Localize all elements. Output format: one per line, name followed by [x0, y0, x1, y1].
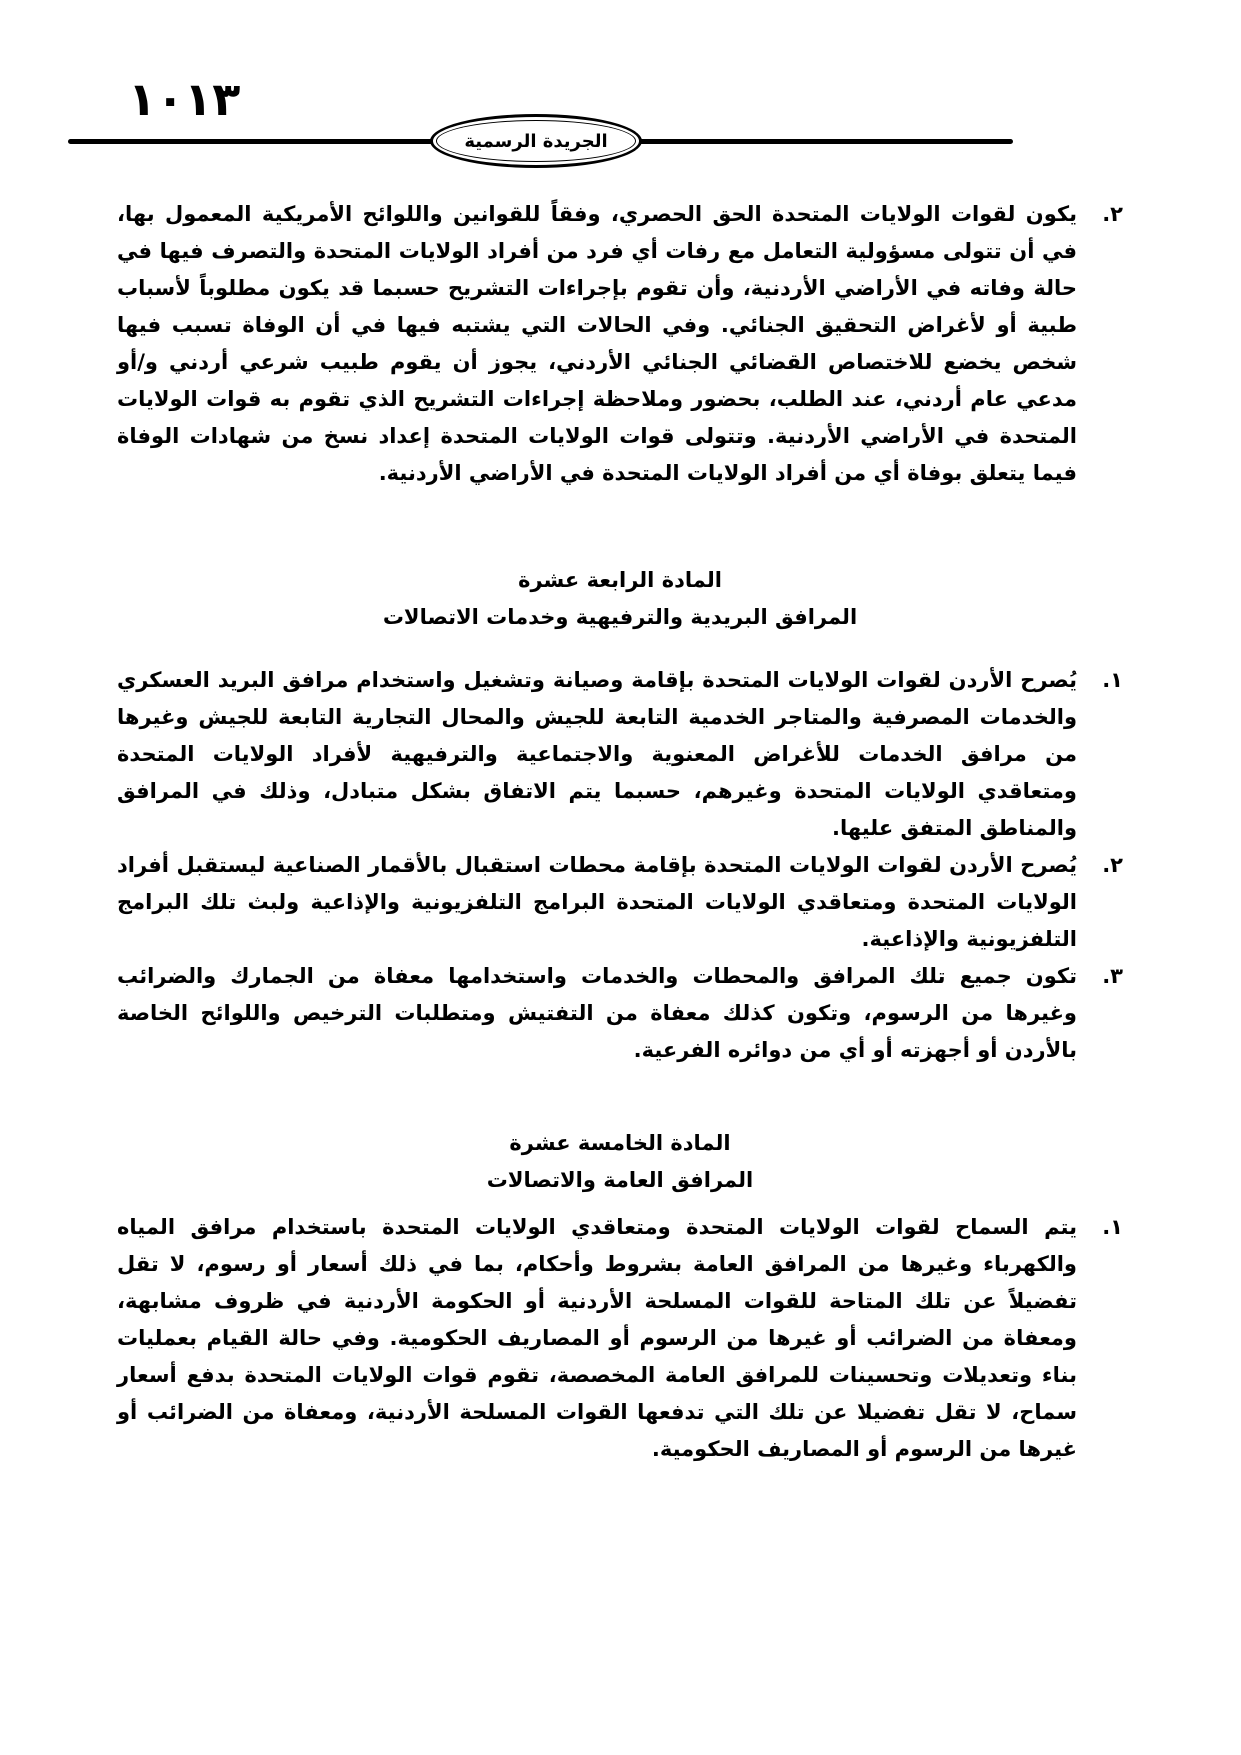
clause-number: ١. [1102, 1215, 1123, 1239]
document-body [117, 196, 1123, 1468]
clause-text: يكون لقوات الولايات المتحدة الحق الحصري، وفقاً للقوانين واللوائح الأمريكية المعمول بها، في أن تتولى مسؤولية التعامل مع رفات أي فرد من أفراد الولايات المتحدة والتصرف فيها في حالة وفاته في الأراضي الأردنية، وأن تقوم بإجراءات التشريح حسبما قد يكون مطلوباً لأسباب طبية أو لأغراض التحقيق الجنائي. وفي الحالات التي يشتبه فيها في أن الوفاة تسبب فيها شخص يخضع للاختصاص القضائي الجنائي الأردني، يجوز أن يقوم طبيب شرعي أردني و/أو مدعي عام أردني، عند الطلب، بحضور وملاحظة إجراءات التشريح الذي تقوم به قوات الولايات المتحدة في الأراضي الأردنية. وتتولى قوات الولايات المتحدة إعداد نسخ من شهادات الوفاة فيما يتعلق بوفاة أي من أفراد الولايات المتحدة في الأراضي الأردنية. [117, 202, 1077, 485]
clause-14-1 [117, 662, 1123, 847]
clause-number: ٢. [1102, 202, 1123, 226]
clause-text: يتم السماح لقوات الولايات المتحدة ومتعاقدي الولايات المتحدة باستخدام مرافق المياه والكهرباء وغيرها من المرافق العامة بشروط وأحكام، بما في ذلك أسعار أو رسوم، لا تقل تفضيلاً عن تلك المتاحة للقوات المسلحة الأردنية أو الحكومة الأردنية في ظروف مشابهة، ومعفاة من الضرائب أو غيرها من الرسوم أو المصاريف الحكومية. وفي حالة القيام بعمليات بناء وتعديلات وتحسينات للمرافق العامة المخصصة، تقوم قوات الولايات المتحدة بدفع أسعار سماح، لا تقل تفضيلا عن تلك التي تدفعها القوات المسلحة الأردنية، ومعفاة من الضرائب أو غيرها من الرسوم أو المصاريف الحكومية. [117, 1215, 1077, 1461]
clause-number: ٣. [1102, 964, 1123, 988]
clause-14-2 [117, 847, 1123, 958]
article-14-clauses [117, 662, 1123, 1069]
clause-intro-2 [117, 196, 1123, 492]
clause-text: تكون جميع تلك المرافق والمحطات والخدمات واستخدامها معفاة من الجمارك والضرائب وغيرها من الرسوم، وتكون كذلك معفاة من التفتيش ومتطلبات الترخيص واللوائح الخاصة بالأردن أو أجهزته أو أي من دوائره الفرعية. [117, 964, 1077, 1062]
clause-14-3 [117, 958, 1123, 1069]
gazette-seal [430, 114, 642, 168]
article-14-subtitle: المرافق البريدية والترفيهية وخدمات الاتصالات [382, 605, 858, 629]
article-15-subtitle: المرافق العامة والاتصالات [486, 1168, 754, 1192]
clause-15-1 [117, 1209, 1123, 1468]
article-14-title: المادة الرابعة عشرة [518, 568, 722, 592]
clause-text: يُصرح الأردن لقوات الولايات المتحدة بإقامة وصيانة وتشغيل واستخدام مرافق البريد العسكري والخدمات المصرفية والمتاجر الخدمية التابعة للجيش والمحال التجارية التابعة للجيش وغيرها من مرافق الخدمات للأغراض المعنوية والاجتماعية والترفيهية لأفراد الولايات المتحدة ومتعاقدي الولايات المتحدة وغيرهم، حسبما يتم الاتفاق بشكل متبادل، وذلك في المرافق والمناطق المتفق عليها. [117, 668, 1077, 840]
article-15-clauses [117, 1209, 1123, 1468]
article-15-title: المادة الخامسة عشرة [509, 1131, 731, 1155]
page-number: ١٠١٣ [128, 72, 241, 126]
clause-text: يُصرح الأردن لقوات الولايات المتحدة بإقامة محطات استقبال بالأقمار الصناعية ليستقبل أفراد الولايات المتحدة ومتعاقدي الولايات المتحدة البرامج التلفزيونية والإذاعية ولبث تلك البرامج التلفزيونية والإذاعية. [117, 853, 1077, 951]
gazette-title: الجريدة الرسمية [464, 130, 608, 152]
clause-number: ١. [1102, 668, 1123, 692]
clause-number: ٢. [1102, 853, 1123, 877]
